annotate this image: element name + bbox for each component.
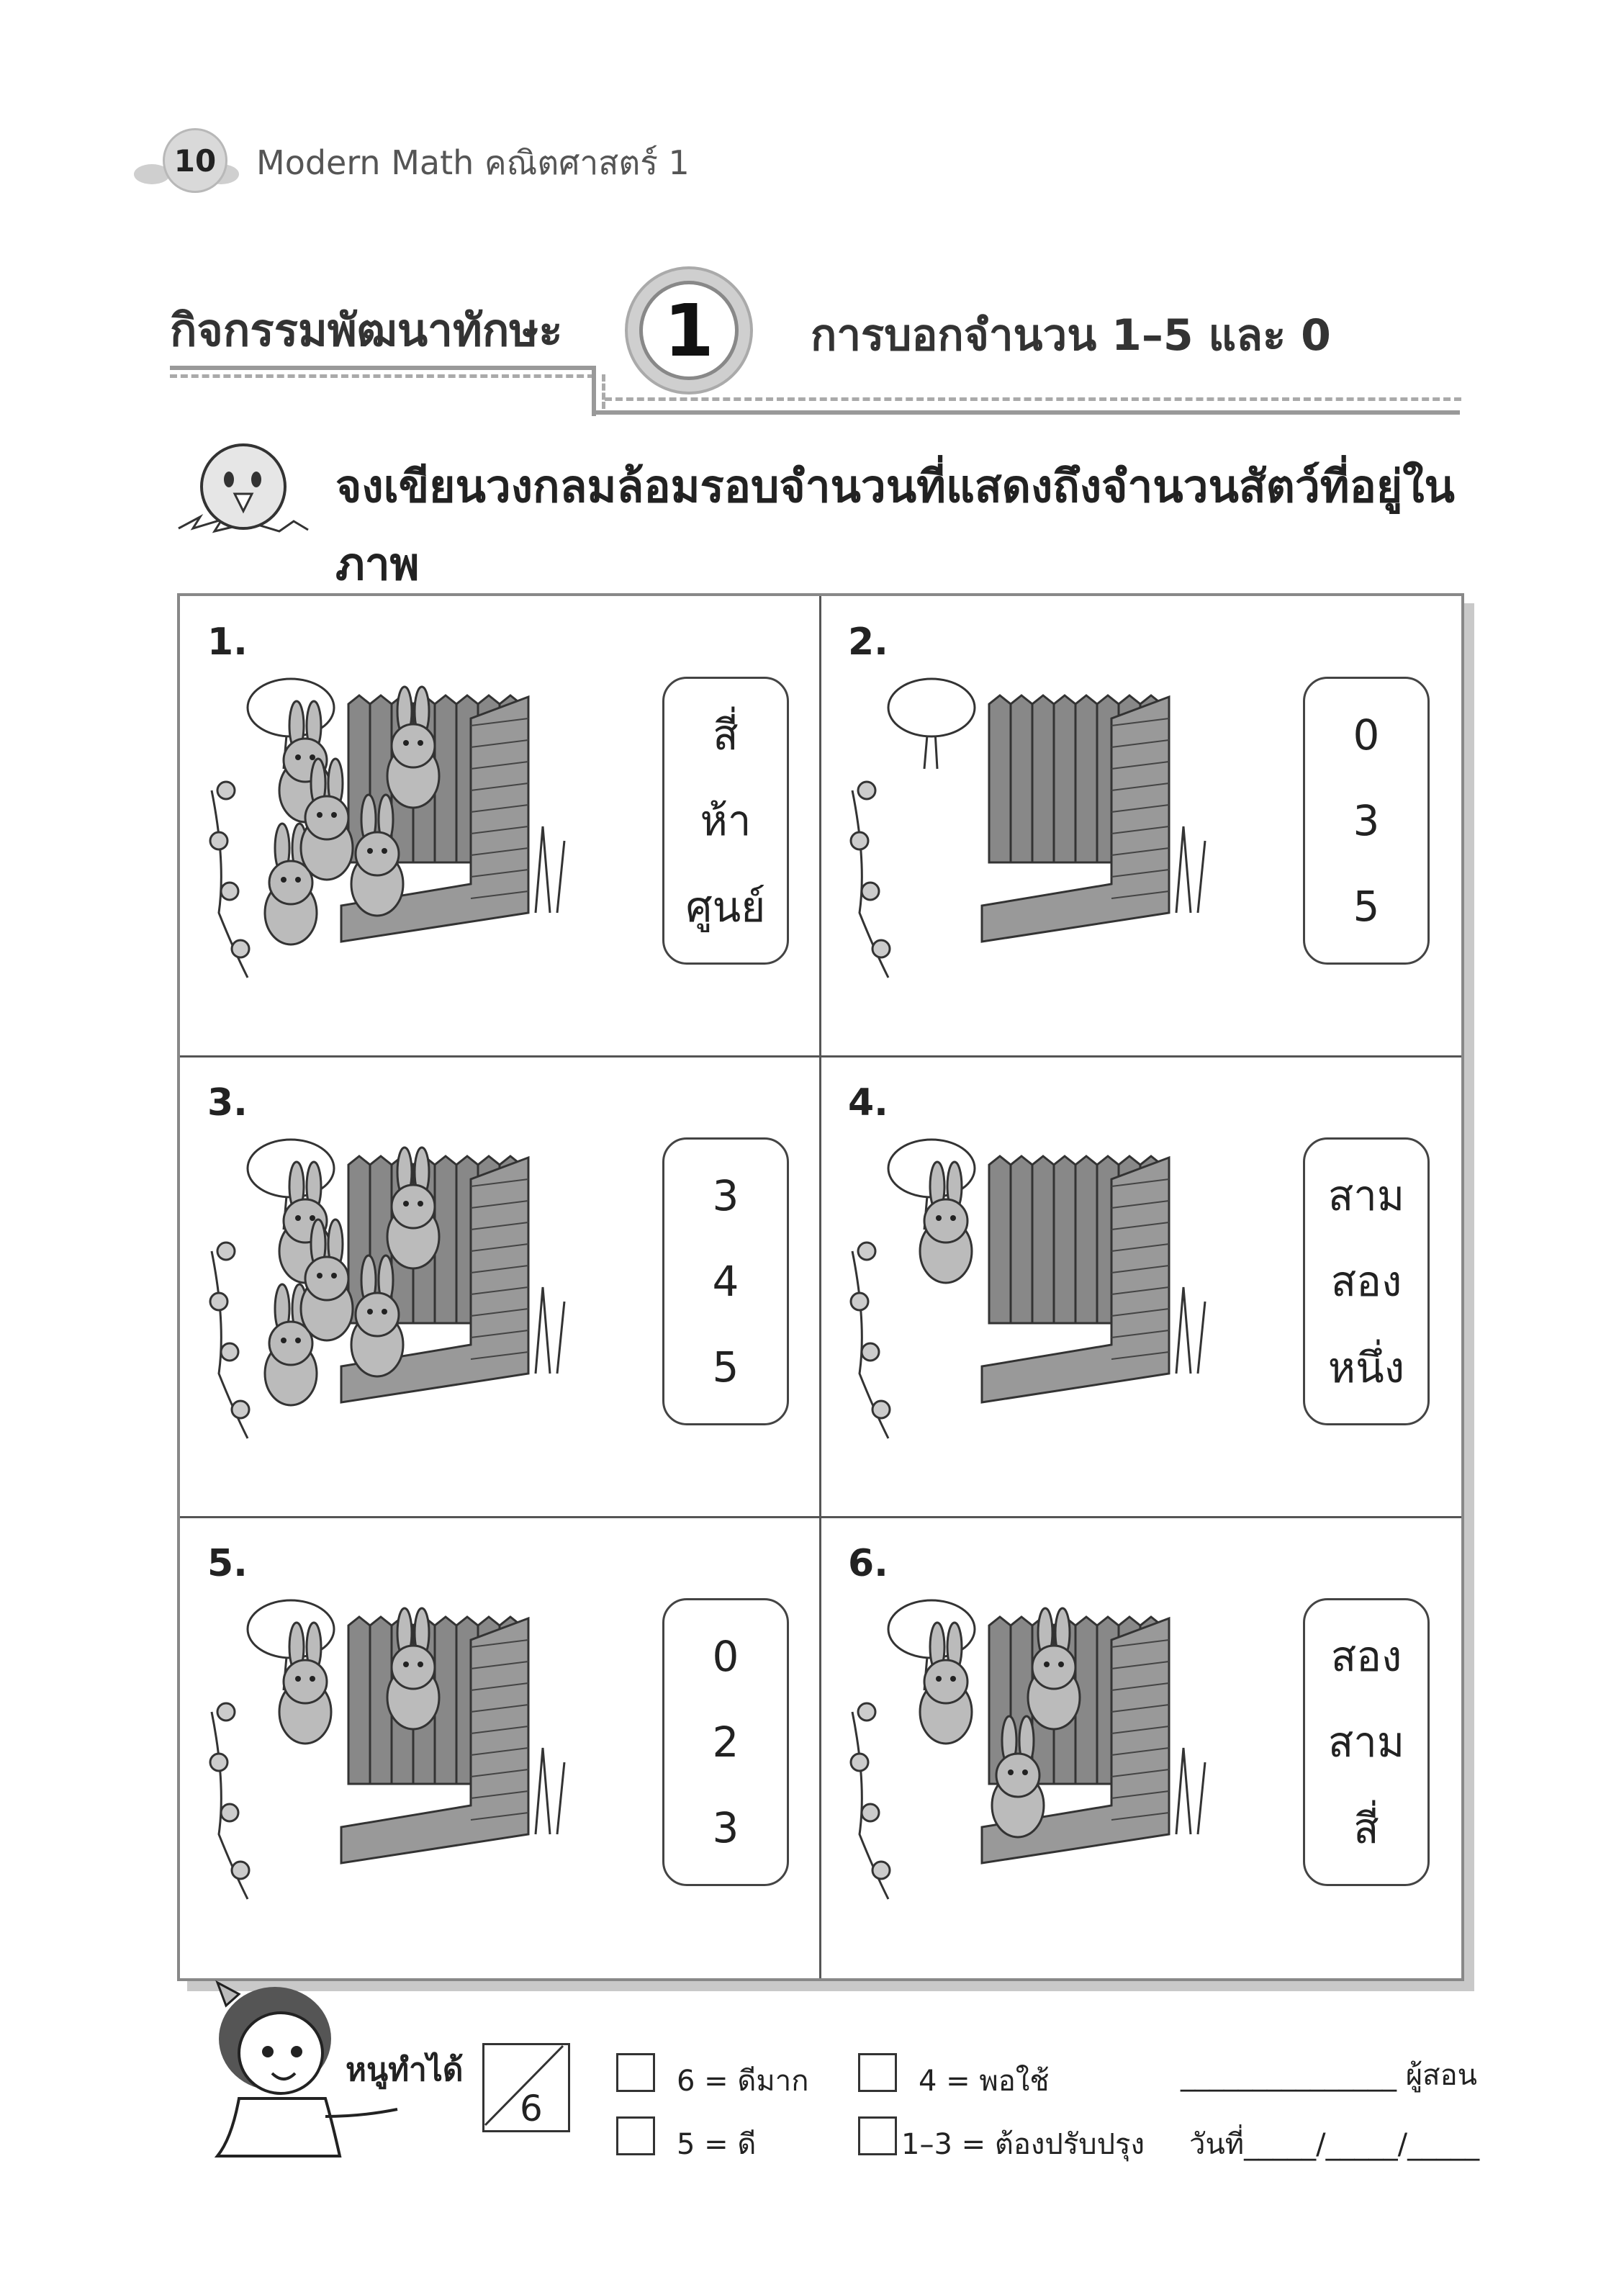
flower-icon [232,940,249,957]
rating-label: 1–3 = ต้องปรับปรุง [901,2128,1145,2161]
answer-option[interactable]: 0 [712,1631,739,1681]
answer-option[interactable]: สอง [1330,1632,1402,1682]
rating-checkbox[interactable] [616,2116,655,2155]
flower-icon [217,1703,235,1721]
flower-icon [872,1401,890,1418]
answer-options[interactable] [662,1137,789,1425]
answer-option[interactable]: 0 [1353,710,1380,759]
page-number: 10 [163,128,227,193]
answer-option[interactable]: 2 [712,1717,739,1767]
answer-option[interactable]: ศูนย์ [685,882,766,932]
flower-icon [851,1754,868,1771]
answer-option[interactable]: สี่ [1353,1803,1379,1853]
heading-rule-dashed [170,374,595,378]
question-cell [180,1518,821,1978]
flower-icon [862,1343,879,1361]
book-title: Modern Math คณิตศาสตร์ 1 [256,143,690,182]
rabbit-wall-scene [197,1136,658,1453]
answer-option[interactable]: 3 [712,1803,739,1853]
flower-icon [858,782,875,799]
grass-icon [536,1748,564,1834]
answer-option[interactable]: ห้า [700,796,752,846]
answer-option[interactable]: หนึ่ง [1327,1343,1405,1392]
activity-title: กิจกรรมพัฒนาทักษะ [170,304,563,356]
flower-icon [217,782,235,799]
answer-option[interactable]: สาม [1327,1718,1405,1767]
activity-number: 1 [639,281,739,380]
score-total: 6 [520,2088,543,2129]
flower-icon [858,1243,875,1260]
question-cell [821,1057,1461,1518]
tree-icon [888,679,975,769]
grid-divider [180,1516,1461,1518]
topic-title: การบอกจำนวน 1–5 และ 0 [811,310,1331,361]
answer-options[interactable] [662,1598,789,1886]
question-cell [821,1518,1461,1978]
flower-icon [221,1343,238,1361]
rating-label: 4 = พอใช้ [919,2065,1050,2098]
heading-rule-step-dashed [602,374,609,409]
answer-options[interactable] [1303,677,1430,965]
answer-options[interactable] [1303,1137,1430,1425]
rabbit-wall-scene [838,1136,1299,1453]
answer-option[interactable]: 3 [712,1171,739,1220]
teacher-signature-line[interactable]: _______________ ผู้สอน [1181,2059,1477,2092]
flower-icon [851,1293,868,1310]
flower-icon [862,883,879,900]
question-number: 3. [207,1081,248,1124]
answer-options[interactable] [1303,1598,1430,1886]
heading-rule-right [596,410,1460,415]
question-cell [180,1057,821,1518]
flower-icon [221,1804,238,1821]
flower-icon [858,1703,875,1721]
answer-option[interactable]: 5 [712,1343,739,1392]
question-number: 4. [848,1081,888,1124]
can-do-label: หนูทำได้ [346,2052,464,2088]
flower-icon [221,883,238,900]
grid-divider [819,596,821,1978]
flower-icon [210,832,227,849]
flower-icon [210,1293,227,1310]
instruction-text: จงเขียนวงกลมล้อมรอบจำนวนที่แสดงถึงจำนวนสัตว์ที่อยู่ใน ภาพ [335,460,1455,590]
rabbit-wall-scene [197,1597,658,1913]
answer-option[interactable]: 4 [712,1256,739,1306]
flower-icon [872,1862,890,1879]
heading-rule-right-dashed [605,397,1461,401]
answer-option[interactable]: สาม [1327,1171,1405,1221]
question-number: 6. [848,1542,888,1585]
date-line[interactable]: วันที่_____/_____/_____ [1189,2128,1480,2161]
question-cell [821,596,1461,1057]
flower-icon [210,1754,227,1771]
page-number-badge [134,128,236,193]
rabbit-wall-scene [197,675,658,992]
answer-option[interactable]: 3 [1353,795,1380,845]
answer-option[interactable]: 5 [1353,882,1380,932]
flower-icon [232,1401,249,1418]
grass-icon [1176,1287,1205,1374]
bird-icon [171,436,315,537]
heading-rule-step [592,366,596,416]
question-number: 2. [848,621,888,664]
heading-rule [170,366,592,370]
rabbit-wall-scene [838,1597,1299,1913]
flower-icon [862,1804,879,1821]
grid-divider [180,1055,1461,1058]
flower-icon [872,940,890,957]
grass-icon [536,1287,564,1374]
flower-icon [217,1243,235,1260]
question-number: 5. [207,1542,248,1585]
activity-number-badge [625,266,753,394]
answer-option[interactable]: สี่ [713,711,739,760]
grass-icon [1176,826,1205,913]
answer-option[interactable]: สอง [1330,1257,1402,1307]
answer-options[interactable] [662,677,789,965]
rating-label: 6 = ดีมาก [677,2065,809,2098]
grass-icon [1176,1748,1205,1834]
rabbit-wall-scene [838,675,1299,992]
rating-checkbox[interactable] [858,2053,897,2092]
rating-label: 5 = ดี [677,2128,757,2161]
flower-icon [851,832,868,849]
grass-icon [536,826,564,913]
rating-checkbox[interactable] [616,2053,655,2092]
flower-icon [232,1862,249,1879]
question-number: 1. [207,621,248,664]
question-cell [180,596,821,1057]
rating-checkbox[interactable] [858,2116,897,2155]
